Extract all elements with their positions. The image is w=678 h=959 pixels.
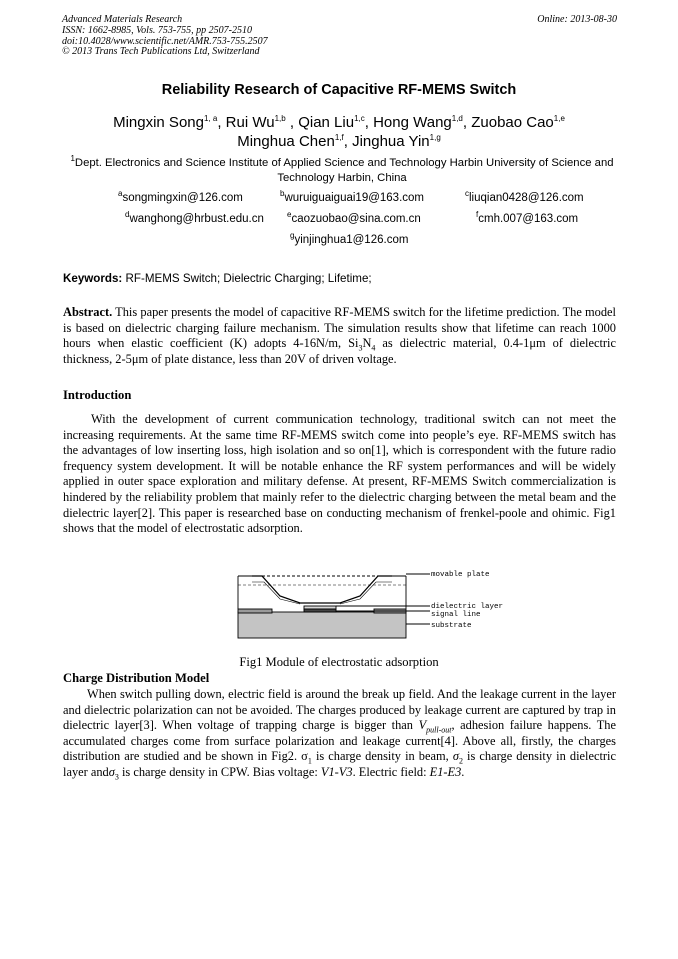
abstract-subscript: 4 (371, 343, 376, 353)
figure-caption: Fig1 Module of electrostatic adsorption (239, 655, 439, 669)
author-affil-sup: 1,g (429, 133, 441, 142)
email-item (118, 189, 243, 204)
email-address: cmh.007@163.com (478, 213, 579, 225)
email-sup: d (125, 210, 130, 220)
email-sup: b (280, 189, 285, 199)
keywords (63, 272, 618, 285)
email-item (290, 231, 409, 246)
introduction-heading: Introduction (63, 388, 132, 402)
movable-plate-down (252, 576, 392, 603)
journal-doi: doi:10.4028/www.scientific.net/AMR.753-755.2507 (62, 35, 268, 47)
substrate-block (238, 612, 406, 638)
author-separator: , (285, 114, 299, 131)
author-name: Zuobao Cao (471, 114, 554, 131)
figure-label-movable-plate: movable plate (431, 571, 490, 579)
email-address: wuruiguaiguai19@163.com (284, 192, 424, 204)
dielectric-layer-shape (304, 606, 336, 609)
paper-title: Reliability Research of Capacitive RF-MEMS Switch (161, 82, 517, 98)
symbol-v: V (418, 718, 427, 733)
charge-section-body (63, 687, 616, 781)
email-sup: e (287, 210, 292, 220)
author-name: Qian Liu (298, 114, 355, 131)
author-separator: , (217, 114, 226, 131)
email-sup: f (476, 210, 479, 220)
body-text: is charge density in CPW. Bias voltage: (118, 764, 321, 779)
email-sup: g (290, 231, 295, 241)
author-separator: , (364, 114, 374, 131)
body-text: When switch pulling down, electric field is around the break up field. And the leakage current in the layer and dielectric polarization can not be avoided. The charges produced by leakage current are captured by trap in dielectric layer[3]. When voltage of trapping charge is bigger than (63, 687, 616, 733)
signal-line-shape (304, 609, 336, 612)
author-line-1 (30, 113, 648, 132)
email-item (476, 210, 579, 225)
figure-label-dielectric-layer: dielectric layer (431, 603, 504, 611)
symbol-subscript: 3 (114, 772, 119, 782)
author-affil-sup: 1, a (203, 114, 218, 123)
symbol-sigma: σ (108, 764, 115, 779)
keywords-label: Keywords: (63, 272, 123, 285)
abstract (63, 305, 616, 367)
side-walls (238, 576, 406, 609)
author-affil-sup: 1,e (553, 114, 565, 123)
abstract-subscript: 3 (358, 343, 363, 353)
author-affil-sup: 1,c (354, 114, 365, 123)
symbol-subscript: 1 (307, 756, 312, 766)
email-item (125, 210, 264, 225)
abstract-text: as dielectric material, 0.4-1μm of dielectric thickness, 2-5μm of plate distance, less than 20V of driven voltage. (63, 336, 617, 366)
journal-name: Advanced Materials Research (62, 14, 183, 25)
body-text: . Electric field: (352, 764, 430, 779)
body-text: is charge density in dielectric layer and (63, 749, 616, 779)
journal-header (62, 15, 617, 58)
email-address: liuqian0428@126.com (469, 192, 584, 204)
author-affil-sup: 1,b (274, 114, 286, 123)
body-text: . (461, 764, 465, 779)
keywords-text: RF-MEMS Switch; Dielectric Charging; Lifetime; (125, 272, 372, 285)
email-sup: c (465, 189, 469, 199)
journal-issn: ISSN: 1662-8985, Vols. 753-755, pp 2507-2510 (62, 24, 252, 36)
author-affil-sup: 1,d (451, 114, 463, 123)
symbol-subscript: pull-out (426, 725, 452, 735)
left-electrode (238, 609, 272, 613)
bias-voltage-symbols: V1-V3 (320, 764, 353, 779)
email-item (465, 189, 584, 204)
email-address: wanghong@hrbust.edu.cn (129, 213, 264, 225)
affiliation-text: Dept. Electronics and Science Institute of Applied Science and Technology Harbin University of Science and Technology Harbin, China (74, 157, 614, 184)
author-name: Minghua Chen (237, 133, 335, 150)
author-affil-sup: 1,f (334, 133, 344, 142)
author-line-2 (30, 132, 648, 151)
affiliation-sup: 1 (70, 154, 75, 164)
electrostatic-adsorption-figure (234, 566, 504, 646)
author-name: Mingxin Song (113, 114, 204, 131)
symbol-subscript: 2 (458, 756, 463, 766)
author-name: Hong Wang (373, 114, 452, 131)
affiliation (62, 156, 622, 186)
author-separator: , (462, 114, 472, 131)
body-text: , adhesion failure happens. The accumulated charges come from surface polarization and leakage current[4]. Above all, firstly, the charges distribution are studied and be shown in Fig2. σ (63, 718, 616, 764)
email-address: caozuobao@sina.com.cn (291, 213, 421, 225)
introduction-body: With the development of current communication technology, traditional switch can not meet the increasing requirements. At the same time RF-MEMS switch come into people’s eye. RF-MEMS switch has the advantages of low inserting loss, high isolation and so on[1], which is correspondent with the future radio frequency system development. It will be notable enhance the RF system performances and will be widely applied in outer space exploration and military defense. At present, RF-MEMS Switch commercialization is hindered by the reliability problem that mainly refer to the dielectric charging between the metal beam and the dielectric layer[2]. This paper is researched base on conducting mechanism of frenkel-poole and ohimic. Fig1 shows that the model of electrostatic adsorption. (63, 412, 616, 536)
plate-inner-edge (252, 582, 392, 604)
online-date: Online: 2013-08-30 (537, 14, 617, 25)
email-address: yinjinghua1@126.com (294, 234, 409, 246)
abstract-label: Abstract. (63, 305, 113, 319)
author-separator: , (343, 133, 353, 150)
charge-section-heading: Charge Distribution Model (63, 671, 210, 685)
copyright-line: © 2013 Trans Tech Publications Ltd, Switzerland (62, 46, 260, 58)
email-item (287, 210, 421, 225)
electric-field-symbols: E1-E3 (429, 764, 462, 779)
author-name: Jinghua Yin (352, 133, 430, 150)
abstract-text: N (362, 336, 372, 351)
author-name: Rui Wu (225, 114, 275, 131)
email-address: songmingxin@126.com (122, 192, 243, 204)
email-item (280, 189, 424, 204)
figure-label-substrate: substrate (431, 622, 472, 630)
abstract-text: This paper presents the model of capacitive RF-MEMS switch for the lifetime prediction. The model is based on dielectric charging failure mechanism. The simulation results show that lifetime can reach 1000 hours when elastic coefficient (K) adopts 4-16N/m, Si (63, 305, 616, 351)
symbol-sigma: σ (452, 749, 459, 764)
email-sup: a (118, 189, 123, 199)
figure-label-signal-line: signal line (431, 611, 481, 619)
body-text: is charge density in beam, (311, 749, 453, 764)
